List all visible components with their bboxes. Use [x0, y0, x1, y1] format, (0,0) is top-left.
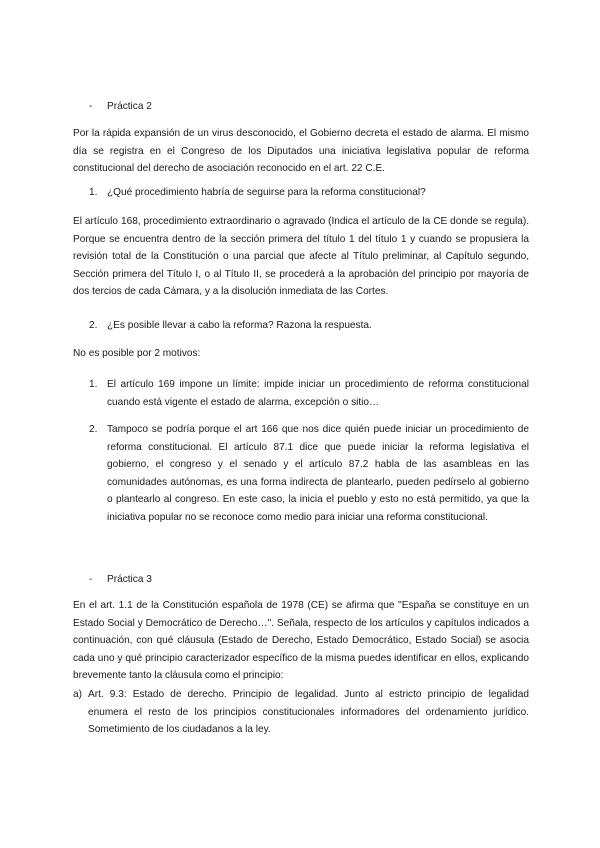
motivo-2: [89, 421, 529, 527]
bullet-dash: -: [89, 574, 93, 585]
heading-text: Práctica 3: [107, 574, 152, 585]
practica-2-statement: Por la rápida expansión de un virus desconocido, el Gobierno decreta el estado de alarma. El mismo día se registra en el Congreso de los Diputados una iniciativa legislativa popular de reforma constitucional del derecho de asociación reconocido en el art. 22 C.E.: [73, 128, 529, 175]
motivo-text: Tampoco se podría porque el art 166 que nos dice quién puede iniciar un procedimiento de reforma constitucional. El artículo 87.1 dice que puede iniciar la reforma legislativa el gobierno, el congreso y el senado y el artículo 87.2 habla de las asambleas en las comunidades autónomas, es una forma indirecta de plantearlo, pueden pedírselo al gobierno o plantearlo al congreso. En este caso, la inicia el pueblo y esto no está permitido, ya que la iniciativa popular no se reconoce como medio para iniciar una reforma constitucional.: [107, 424, 529, 523]
motivo-1: [89, 376, 529, 411]
item-a: [73, 686, 529, 739]
question-number: 2.: [89, 320, 98, 331]
question-number: 1.: [89, 187, 98, 198]
practica-3-statement: En el art. 1.1 de la Constitución española de 1978 (CE) se afirma que "España se constituye en un Estado Social y Democrático de Derecho…". Señala, respecto de los artículos y capítulos indicados a continuación, con qué cláusula (Estado de Derecho, Estado Democrático, Estado Social) se asocia cada uno y qué principio caracterizador específico de la misma puedes identificar en ellos, explicando brevemente tanto la cláusula como el principio:: [73, 600, 529, 682]
section-heading-practica-2: [89, 98, 152, 116]
section-heading-practica-3: [89, 571, 152, 589]
question-2: [89, 317, 529, 335]
question-text: ¿Es posible llevar a cabo la reforma? Razona la respuesta.: [107, 320, 372, 331]
item-letter: a): [73, 689, 82, 700]
answer-1: El artículo 168, procedimiento extraordinario o agravado (Indica el artículo de la CE donde se regula). Porque se encuentra dentro de la sección primera del título 1 del título 1 y cuando se propusiera la revisión total de la Constitución o una parcial que afecte al Título preliminar, al Capítulo segundo, Sección primera del Título I, o al Título II, se procederá a la aprobación del principio por mayoría de dos tercios de cada Cámara, y a la disolución inmediata de las Cortes.: [73, 216, 529, 298]
question-1: [89, 184, 529, 202]
motivo-text: El artículo 169 impone un límite: impide iniciar un procedimiento de reforma constitucional cuando está vigente el estado de alarma, excepción o sitio…: [107, 379, 529, 408]
motivo-number: 2.: [89, 424, 98, 435]
question-text: ¿Qué procedimiento habría de seguirse para la reforma constitucional?: [107, 187, 426, 198]
item-text: Art. 9.3: Estado de derecho. Principio de legalidad. Junto al estricto principio de legalidad enumera el resto de los principios constitucionales informadores del ordenamiento jurídico. Sometimiento de los ciudadanos a la ley.: [88, 689, 529, 736]
bullet-dash: -: [89, 101, 93, 112]
motivo-number: 1.: [89, 379, 98, 390]
heading-text: Práctica 2: [107, 101, 152, 112]
answer-2-intro: No es posible por 2 motivos:: [73, 348, 201, 359]
